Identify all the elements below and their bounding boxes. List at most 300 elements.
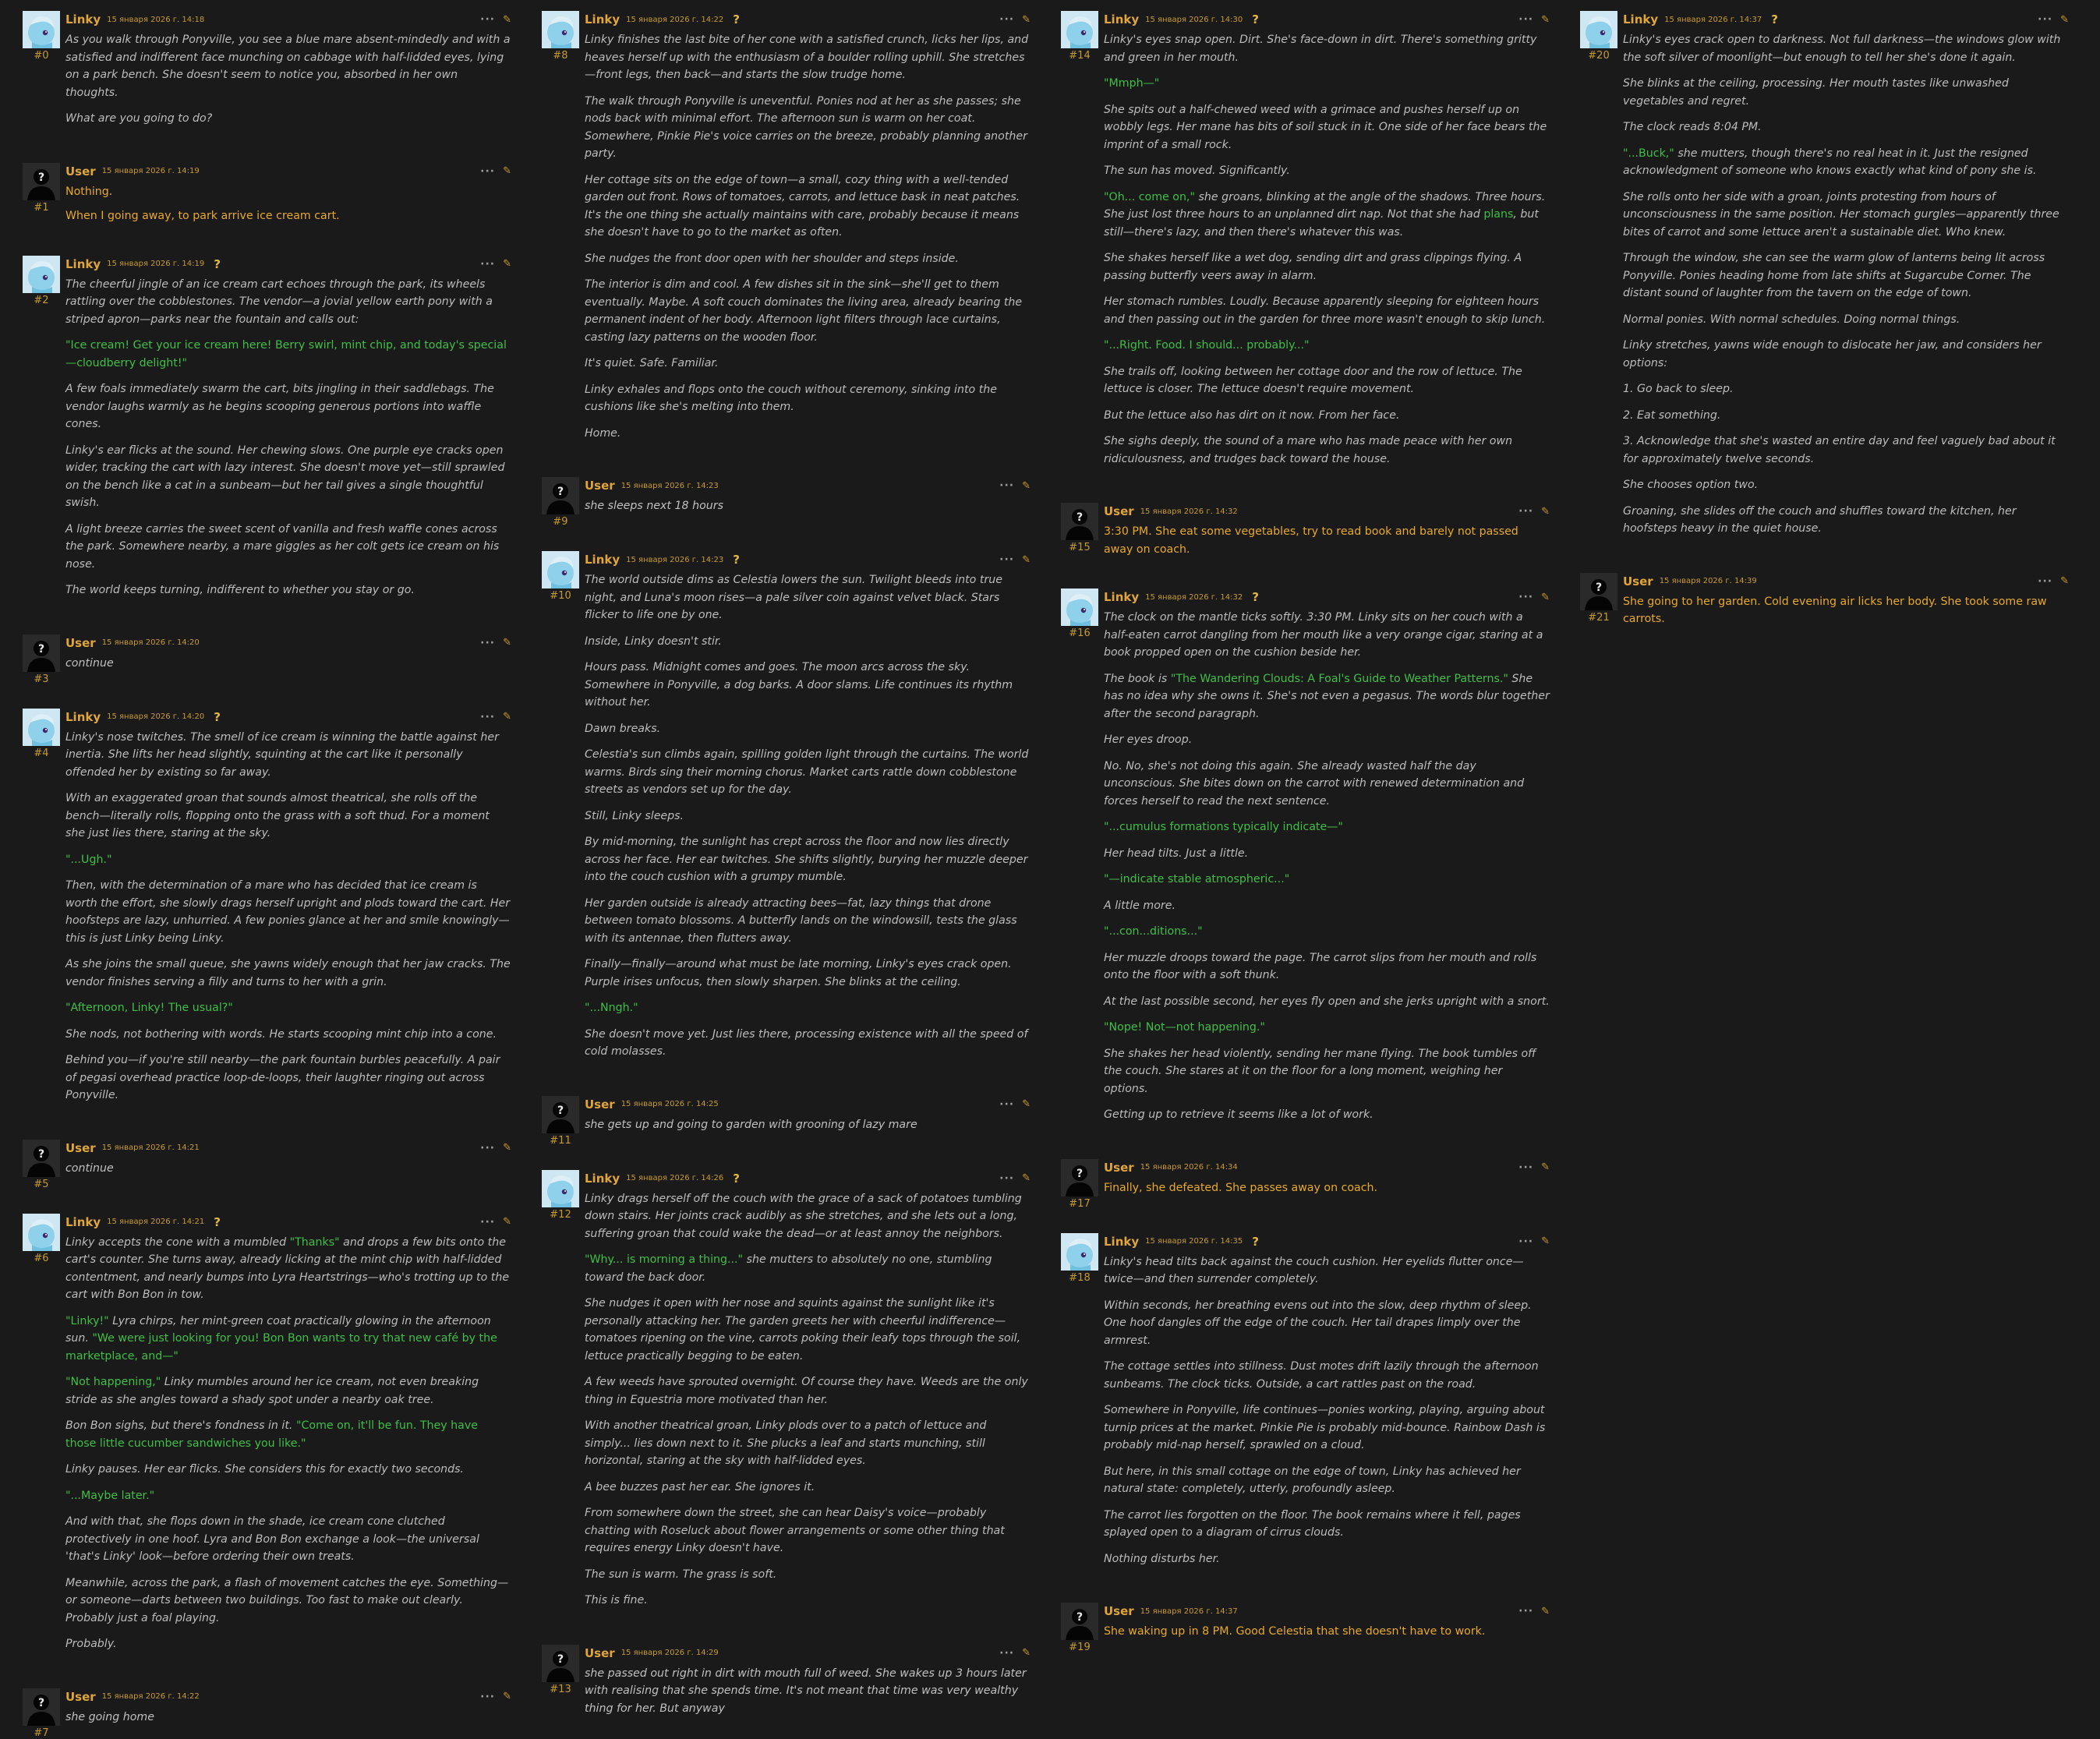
text-segment: she going home [65,1710,154,1723]
text-segment: Linky's nose twitches. The smell of ice cream is winning the battle against her inertia. She lifts her head slightly, squinting at the cart like it personally offended her by existing so far away. [65,730,499,779]
message-header [1623,573,2069,590]
help-icon[interactable]: ? [733,1171,740,1186]
text-segment: It's quiet. Safe. Familiar. [585,357,719,369]
message-header [585,477,1031,494]
paragraph [1104,75,1550,93]
avatar-column [19,709,64,1113]
text-segment: Still, Linky sleeps. [585,809,684,822]
message-index: #7 [34,1727,49,1739]
more-options-icon[interactable]: ··· [480,710,496,723]
avatar-column [538,551,583,1069]
paragraph [585,659,1031,712]
paragraph [585,895,1031,948]
edit-pencil-icon[interactable]: ✎ [1541,505,1550,518]
text-segment: The book is [1104,672,1171,685]
message-header [1104,1233,1550,1250]
svg-text:?: ? [37,1696,45,1709]
paragraph [1104,949,1550,984]
bot-message [538,11,1038,451]
user-avatar[interactable] [1061,503,1098,540]
message-header [65,1140,511,1157]
message-index: #13 [550,1683,571,1695]
paragraph [1623,75,2069,110]
paragraph [65,521,511,574]
text-segment: A few foals immediately swarm the cart, bits jingling in their saddlebags. The vendor laughs warmly as he begins scooping generous portions into waffle cones. [65,383,494,430]
text-segment: Bon Bon sighs, but there's fondness in it. [65,1419,296,1432]
text-segment: Linky drags herself off the couch with the grace of a sack of potatoes tumbling down stairs. Her joints crack audibly as she stretches, and she lets out a long, suffering groan that could wake the dead—or at least annoy the neighbors. [585,1192,1022,1240]
paragraph [585,1295,1031,1365]
more-options-icon[interactable]: ··· [480,164,496,178]
text-segment: Linky finishes the last bite of her cone with a satisfied crunch, licks her lips, and heaves herself up with the enthusiasm of a boulder rolling uphill. She stretches—front legs, then back—and starts the slow trudge home. [585,34,1029,81]
paragraph [1104,845,1550,863]
paragraph [1623,118,2069,136]
message-text [65,31,511,128]
more-options-icon[interactable]: ··· [480,636,496,649]
more-options-icon[interactable]: ··· [999,13,1015,26]
message-body [64,1214,519,1662]
text-segment: She doesn't move yet. Just lies there, processing existence with all the speed of cold molasses. [585,1027,1028,1058]
message-actions [999,553,1031,566]
text-segment: Through the window, she can see the warm glow of lanterns being lit across Ponyville. Ponies heading home from late shifts at Sugarcube Corner. The distant sound of laughter from the tavern on the edge of town. [1623,252,2045,299]
paragraph [585,1479,1031,1497]
bot-message [19,256,519,608]
bot-message [19,1214,519,1662]
message-index: #20 [1588,50,1610,62]
text-segment: Meanwhile, across the park, a flash of movement catches the eye. Something—or someone—darts between two buildings. Too fast to make out clearly. Probably just a foal playing. [65,1576,509,1624]
help-icon[interactable]: ? [1252,1234,1259,1249]
user-avatar[interactable] [1580,573,1617,610]
paragraph [585,1116,1031,1134]
paragraph [65,1709,511,1727]
message-text [1104,31,1550,468]
text-segment: The world keeps turning, indifferent to whether you stay or go. [65,584,415,596]
message-index: #9 [553,516,568,528]
column-4 [1557,0,2077,1667]
message-header [1104,589,1550,606]
edit-pencil-icon[interactable]: ✎ [1022,1647,1031,1659]
edit-pencil-icon[interactable]: ✎ [503,1691,511,1702]
paragraph [1104,433,1550,468]
message-actions [1518,1235,1550,1248]
edit-pencil-icon[interactable]: ✎ [2060,13,2069,26]
text-segment: She blinks at the ceiling, processing. Her mouth tastes like unwashed vegetables and regret. [1623,77,2009,108]
paragraph [1104,670,1550,723]
more-options-icon[interactable]: ··· [480,13,496,26]
user-avatar[interactable] [542,1096,579,1133]
paragraph [65,1417,511,1452]
text-segment: Inside, Linky doesn't stir. [585,634,722,648]
message-index: #17 [1069,1197,1091,1210]
text-segment: This is fine. [585,1594,648,1606]
timestamp: 15 января 2026 г. 14:30 [1145,15,1243,24]
more-options-icon[interactable]: ··· [480,257,496,270]
text-segment: Celestia's sun climbs again, spilling golden light through the curtains. The world warms. Birds sing their morning chorus. Market carts rattle down cobblestone streets as vendors set up for the day. [585,748,1029,796]
help-icon[interactable]: ? [733,12,740,27]
text-segment: She rolls onto her side with a groan, joints protesting from hours of unconsciousness in the same position. Her stomach gurgles—apparently three bites of carrot and some lettuce aren't a sustainable diet. Who knew. [1623,190,2059,239]
paragraph [585,1592,1031,1610]
edit-pencil-icon[interactable]: ✎ [1022,1172,1031,1184]
text-segment: Then, with the determination of a mare who has decided that ice cream is worth the effort, she slowly drags herself upright and plods toward the cart. Her hoofsteps are lazy, unhurried. A few ponies glance at her and smile knowingly—this is just Linky being Linky. [65,879,511,945]
text-segment: she gets up and going to garden with grooning of lazy mare [585,1118,917,1131]
message-index: #6 [34,1252,49,1264]
help-icon[interactable]: ? [214,1214,221,1229]
bot-avatar[interactable] [1061,11,1098,48]
message-actions [999,479,1031,492]
text-segment: She nudges the front door open with her shoulder and steps inside. [585,252,959,265]
column-1 [0,0,519,1739]
paragraph [585,633,1031,651]
message-actions [2038,13,2069,26]
edit-pencil-icon[interactable]: ✎ [1022,1098,1031,1110]
message-text [1104,609,1550,1124]
paragraph [585,720,1031,738]
edit-pencil-icon[interactable]: ✎ [1541,13,1550,26]
edit-pencil-icon[interactable]: ✎ [1541,591,1550,603]
dialogue-quote: "Come on, it'll be fun. They have those little cucumber sandwiches you like." [65,1419,478,1450]
paragraph [1623,249,2069,302]
message-header [585,551,1031,568]
message-text [65,1234,511,1653]
message-header [65,1214,511,1231]
timestamp: 15 января 2026 г. 14:34 [1140,1163,1238,1172]
help-icon[interactable]: ? [1252,590,1259,604]
text-segment: Groaning, she slides off the couch and shuffles toward the kitchen, her hoofsteps heavy in the quiet house. [1623,504,2017,535]
author-name: User [585,479,615,493]
message-text [1104,1623,1550,1641]
message-text [65,729,511,1105]
message-body [64,11,519,136]
timestamp: 15 января 2026 г. 14:25 [620,1100,719,1108]
more-options-icon[interactable]: ··· [999,553,1015,566]
more-options-icon[interactable]: ··· [999,1172,1015,1185]
message-body [64,1140,519,1190]
text-segment: , but still—there's lazy, and then there's whatever this was. [1104,208,1539,239]
help-icon[interactable]: ? [1771,12,1778,27]
edit-pencil-icon[interactable]: ✎ [1541,1605,1550,1617]
user-message [19,163,519,232]
edit-pencil-icon[interactable]: ✎ [503,13,511,26]
text-segment: With an exaggerated groan that sounds almost theatrical, she rolls off the bench—literally rolls, flopping onto the grass with a soft thud. For a moment she just lies there, staring at the sky. [65,792,490,839]
more-options-icon[interactable]: ··· [1518,505,1534,518]
edit-pencil-icon[interactable]: ✎ [1022,553,1031,566]
author-name: Linky [65,256,101,271]
avatar-column [19,634,64,685]
message-actions [1518,1605,1550,1617]
more-options-icon[interactable]: ··· [1518,1161,1534,1174]
author-name: Linky [1623,12,1659,27]
paragraph [585,355,1031,373]
message-index: #21 [1588,611,1610,624]
author-name: User [65,1140,96,1155]
text-segment: She waking up in 8 PM. Good Celestia that she doesn't have to work. [1104,1625,1486,1638]
dialogue-quote: "The Wandering Clouds: A Foal's Guide to Weather Patterns." [1170,672,1508,685]
help-icon[interactable]: ? [1252,12,1259,27]
dialogue-quote: "...Nngh." [585,1002,638,1014]
paragraph [1104,1045,1550,1098]
edit-pencil-icon[interactable]: ✎ [503,711,511,723]
author-name: Linky [1104,12,1140,27]
text-segment: The interior is dim and cool. A few dishes sit in the sink—she'll get to them eventually. Maybe. A soft couch dominates the living area, already bearing the permanent indent of her body. Afternoon light filters through lace curtains, casting lazy patterns on the wooden floor. [585,278,1023,344]
message-text [65,1709,511,1727]
text-segment: The sun has moved. Significantly. [1104,164,1290,177]
bot-avatar[interactable] [1061,1233,1098,1271]
text-segment: The carrot lies forgotten on the floor. The book remains where it fell, pages splayed open to a diagram of cirrus clouds. [1104,1508,1521,1539]
message-header [585,1645,1031,1662]
text-segment: 2. Eat something. [1623,408,1721,422]
message-header [65,634,511,652]
message-actions [1518,505,1550,518]
paragraph [1623,407,2069,425]
message-index: #14 [1069,50,1091,62]
text-segment: The clock on the mantle ticks softly. 3:30 PM. Linky sits on her couch with a half-eaten carrot dangling from her mouth like a very orange cigar, staring at a book propped open on the cushion beside her. [1104,611,1543,659]
paragraph [65,1026,511,1044]
message-header [585,11,1031,28]
avatar-column [1057,503,1102,565]
user-avatar[interactable] [23,1140,60,1177]
message-index: #2 [34,294,49,306]
paragraph [65,655,511,673]
edit-pencil-icon[interactable]: ✎ [503,165,511,177]
paragraph [1104,162,1550,180]
user-avatar[interactable] [23,634,60,672]
paragraph [65,1487,511,1505]
edit-pencil-icon[interactable]: ✎ [503,1216,511,1228]
user-message [1576,573,2077,635]
message-actions [480,711,511,723]
message-body [583,551,1038,1069]
edit-pencil-icon[interactable]: ✎ [503,637,511,649]
more-options-icon[interactable]: ··· [2038,574,2053,588]
text-segment: She sighs deeply, the sound of a mare who has made peace with her own ridiculousness, and trudges back toward the house. [1104,435,1513,465]
user-avatar[interactable] [1061,1159,1098,1196]
message-header [585,1096,1031,1113]
svg-text:?: ? [1595,581,1603,594]
paragraph [65,729,511,782]
message-body [64,709,519,1113]
message-body [583,1096,1038,1147]
more-options-icon[interactable]: ··· [1518,1235,1534,1248]
avatar-column [538,477,583,528]
svg-text:?: ? [557,486,564,498]
avatar-column [538,11,583,451]
paragraph [1104,523,1550,558]
bot-avatar[interactable] [23,256,60,293]
bot-avatar[interactable] [542,11,579,48]
svg-text:?: ? [37,171,45,184]
avatar-column [1057,11,1102,476]
more-options-icon[interactable]: ··· [1518,13,1534,26]
paragraph [1623,503,2069,538]
paragraph [1104,363,1550,398]
author-name: Linky [65,709,101,724]
text-segment: she sleeps next 18 hours [585,500,723,512]
bot-avatar[interactable] [542,1170,579,1207]
message-actions [480,1691,511,1703]
paragraph [585,1504,1031,1557]
more-options-icon[interactable]: ··· [999,1646,1015,1659]
message-body [583,11,1038,451]
user-avatar[interactable] [542,477,579,514]
dialogue-quote: "Nope! Not—not happening." [1104,1021,1265,1034]
user-message [1057,503,1557,565]
bot-avatar[interactable] [542,551,579,589]
paragraph [65,851,511,869]
text-segment: Linky mumbles around her ice cream, not even breaking stride as she angles toward a shady spot under a nearby oak tree. [65,1376,479,1406]
text-segment: As she joins the small queue, she yawns widely enough that her jaw cracks. The vendor finishes serving a filly and turns to her with a grin. [65,958,511,988]
edit-pencil-icon[interactable]: ✎ [1022,479,1031,492]
paragraph [1104,897,1550,915]
edit-pencil-icon[interactable]: ✎ [1541,1235,1550,1247]
message-index: #19 [1069,1642,1091,1653]
user-avatar[interactable] [1061,1603,1098,1640]
paragraph [585,833,1031,886]
paragraph [65,1052,511,1105]
bot-avatar[interactable] [23,11,60,48]
dialogue-quote: "Afternoon, Linky! The usual?" [65,1002,233,1014]
paragraph [585,1251,1031,1286]
author-name: Linky [585,12,620,27]
message-text [65,276,511,599]
message-index: #12 [550,1208,571,1221]
paragraph [65,31,511,101]
message-text [65,1160,511,1178]
text-segment: No. No, she's not doing this again. She already wasted half the day unconscious. She bites down on the carrot with renewed determination and forces herself to read the next sentence. [1104,759,1525,808]
paragraph [585,425,1031,443]
message-body [64,163,519,232]
more-options-icon[interactable]: ··· [999,479,1015,492]
timestamp: 15 января 2026 г. 14:19 [107,260,205,268]
message-index: #8 [553,50,568,62]
paragraph [65,276,511,329]
more-options-icon[interactable]: ··· [480,1690,496,1703]
svg-text:?: ? [1076,511,1084,524]
author-name: Linky [65,1214,101,1229]
more-options-icon[interactable]: ··· [999,1097,1015,1111]
message-actions [999,1098,1031,1111]
text-segment: 3. Acknowledge that she's wasted an entire day and feel vaguely bad about it for approximately twelve seconds. [1623,435,2056,465]
text-segment: A few weeds have sprouted overnight. Of course they have. Weeds are the only thing in Equestria more motivated than her. [585,1376,1028,1406]
user-avatar[interactable] [23,1688,60,1726]
bot-avatar[interactable] [1061,589,1098,626]
author-name: User [1104,1160,1134,1175]
message-body [1102,1233,1557,1577]
bot-avatar[interactable] [23,709,60,746]
paragraph [65,1635,511,1653]
message-header [65,1688,511,1705]
paragraph [1623,311,2069,329]
text-segment: She chooses option two. [1623,479,1759,491]
paragraph [65,956,511,991]
timestamp: 15 января 2026 г. 14:37 [1140,1606,1238,1616]
dialogue-quote: plans [1483,208,1514,221]
avatar-column [538,1170,583,1618]
svg-text:?: ? [557,1652,564,1666]
message-body [1102,11,1557,476]
avatar-column [19,1214,64,1662]
message-body [64,1688,519,1739]
bot-message [19,709,519,1113]
user-message [19,1140,519,1190]
text-segment: The cottage settles into stillness. Dust motes drift lazily through the afternoon sunbeams. The clock ticks. Outside, a cart rattles past on the road. [1104,1360,1539,1391]
text-segment: The walk through Ponyville is uneventful. Ponies nod at her as she passes; she nods back with minimal effort. The afternoon sun is warm on her coat. Somewhere, Pinkie Pie's voice carries on the breeze, probably planning another party. [585,94,1027,160]
more-options-icon[interactable]: ··· [2038,13,2053,26]
text-segment: she mutters, though there's no real heat in it. Just the resigned acknowledgment of someone who knows exactly what kind of pony she is. [1623,147,2037,177]
paragraph [65,183,511,201]
help-icon[interactable]: ? [733,553,740,567]
message-body [1102,589,1557,1133]
paragraph [65,442,511,512]
more-options-icon[interactable]: ··· [1518,591,1534,603]
message-text [1104,523,1550,558]
avatar-column [1057,1159,1102,1210]
paragraph [1104,407,1550,425]
author-name: User [65,1689,96,1704]
text-segment: From somewhere down the street, she can hear Daisy's voice—probably chatting with Roseluck about flower arrangements or some other thing that requires energy Linky doesn't have. [585,1507,1005,1554]
text-segment: A bee buzzes past her ear. She ignores it. [585,1480,815,1493]
paragraph [1104,1401,1550,1454]
timestamp: 15 января 2026 г. 14:39 [1659,577,1757,585]
bot-avatar[interactable] [1580,11,1617,48]
paragraph [1104,249,1550,285]
help-icon[interactable]: ? [214,709,221,724]
timestamp: 15 января 2026 г. 14:23 [626,555,724,564]
message-text [1623,593,2069,628]
dialogue-quote: "We were just looking for you! Bon Bon wants to try that new café by the marketplace, and—" [65,1332,497,1363]
message-header [65,256,511,273]
more-options-icon[interactable]: ··· [480,1215,496,1228]
text-segment: Linky accepts the cone with a mumbled [65,1235,290,1249]
paragraph [1104,1253,1550,1288]
message-text [65,655,511,673]
paragraph [585,1665,1031,1718]
user-avatar[interactable] [542,1645,579,1682]
paragraph [585,1373,1031,1409]
edit-pencil-icon[interactable]: ✎ [2060,575,2069,587]
more-options-icon[interactable]: ··· [480,1141,496,1154]
message-actions [2038,575,2069,588]
text-segment: Her eyes droop. [1104,733,1193,746]
author-name: Linky [585,1171,620,1186]
edit-pencil-icon[interactable]: ✎ [1022,13,1031,26]
edit-pencil-icon[interactable]: ✎ [1541,1161,1550,1173]
dialogue-quote: "—indicate stable atmospheric..." [1104,873,1290,885]
paragraph [1623,433,2069,468]
message-text [585,1665,1031,1718]
more-options-icon[interactable]: ··· [1518,1605,1534,1617]
text-segment: The clock reads 8:04 PM. [1623,121,1762,133]
text-segment: Linky stretches, yawns wide enough to dislocate her jaw, and considers her options: [1623,339,2042,369]
user-message [19,1688,519,1739]
text-segment: Nothing. [65,185,113,198]
text-segment: Linky pauses. Her ear flicks. She considers this for exactly two seconds. [65,1463,465,1476]
help-icon[interactable]: ? [214,256,221,271]
text-segment: Finally, she defeated. She passes away on coach. [1104,1181,1378,1194]
user-avatar[interactable] [23,163,60,200]
bot-avatar[interactable] [23,1214,60,1251]
message-index: #0 [34,50,49,62]
edit-pencil-icon[interactable]: ✎ [503,1142,511,1154]
paragraph [585,1190,1031,1243]
svg-text:?: ? [37,642,45,656]
message-body [1102,1603,1557,1653]
text-segment: She shakes herself like a wet dog, sending dirt and grass clippings flying. A passing butterfly veers away in alarm. [1104,252,1522,282]
paragraph [1104,1106,1550,1124]
bot-message [1057,11,1557,476]
edit-pencil-icon[interactable]: ✎ [503,258,511,270]
paragraph [1104,609,1550,662]
paragraph [1623,476,2069,494]
paragraph [65,380,511,433]
